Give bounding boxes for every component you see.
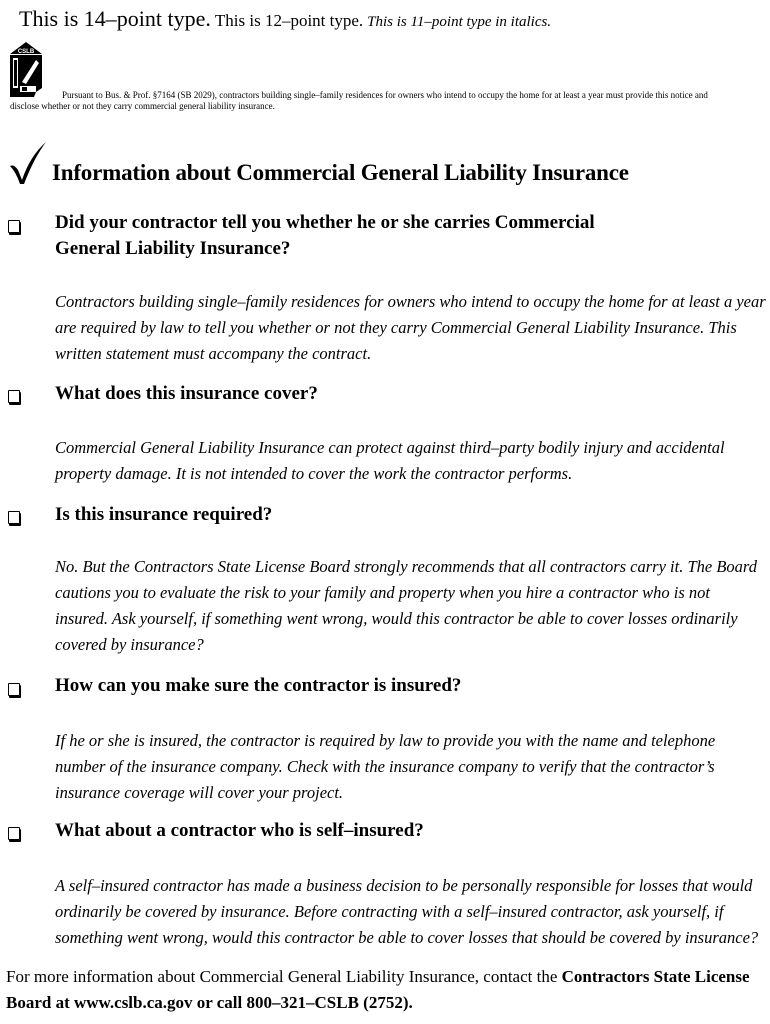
logo-text: CSLB [17,49,35,55]
sample-14pt: This is 14–point type. [19,6,211,31]
page-title: Information about Commercial General Liability Insurance [52,160,629,185]
type-size-samples [19,6,551,32]
answer-3: No. But the Contractors State License Board strongly recommends that all contractors carry it. The Board cautions you to evaluate the risk to your family and property when you hire a contractor who is not insured. Ask yourself, if something went wrong, would this contractor be able to cover losses ordinarily covered by insurance? [55,557,757,654]
legal-notice: Pursuant to Bus. & Prof. §7164 (SB 2029), contractors building single–family residences for owners who intend to occupy the home for at least a year must provide this notice and disclose whether or not they carry commercial general liability insurance. [10,90,708,111]
answer-4: If he or she is insured, the contractor is required by law to provide you with the name and telephone number of the insurance company. Check with the insurance company to verify that the contractor’s insurance coverage will cover your project. [55,731,716,802]
sample-12pt: This is 12–point type. [214,11,364,30]
question-4: How can you make sure the contractor is insured? [55,675,462,696]
checkbox-5[interactable] [8,827,20,840]
sample-11pt-italic: This is 11–point type in italics. [367,14,552,30]
footer-cslb-contact: Contractors State License Board at www.cslb.ca.gov or call 800–321–CSLB (2752). [6,967,750,1012]
checkbox-1[interactable] [8,220,20,233]
checkmark-icon [8,140,50,186]
answer-2: Commercial General Liability Insurance can protect against third–party bodily injury and accidental property damage. It is not intended to cover the work the contractor performs. [55,438,725,483]
question-1: Did your contractor tell you whether he or she carries Commercial General Liability Insurance? [55,212,595,259]
question-2: What does this insurance cover? [55,383,318,404]
checkbox-4[interactable] [8,683,20,696]
question-3: Is this insurance required? [55,504,273,525]
checkbox-2[interactable] [8,390,20,403]
footer-contact [6,964,766,1016]
question-5: What about a contractor who is self–insured? [55,820,424,841]
footer-text: For more information about Commercial General Liability Insurance, contact the [6,967,562,986]
checkbox-3[interactable] [8,511,20,524]
answer-1: Contractors building single–family residences for owners who intend to occupy the home for at least a year are required by law to tell you whether or not they carry Commercial General Liability Insurance. This written statement must accompany the contract. [55,292,766,363]
answer-5: A self–insured contractor has made a business decision to be personally responsible for losses that would ordinarily be covered by insurance. Before contracting with a self–insured contractor, ask yourself, if something went wrong, would this contractor be able to cover losses that should be covered by insurance? [55,876,759,947]
